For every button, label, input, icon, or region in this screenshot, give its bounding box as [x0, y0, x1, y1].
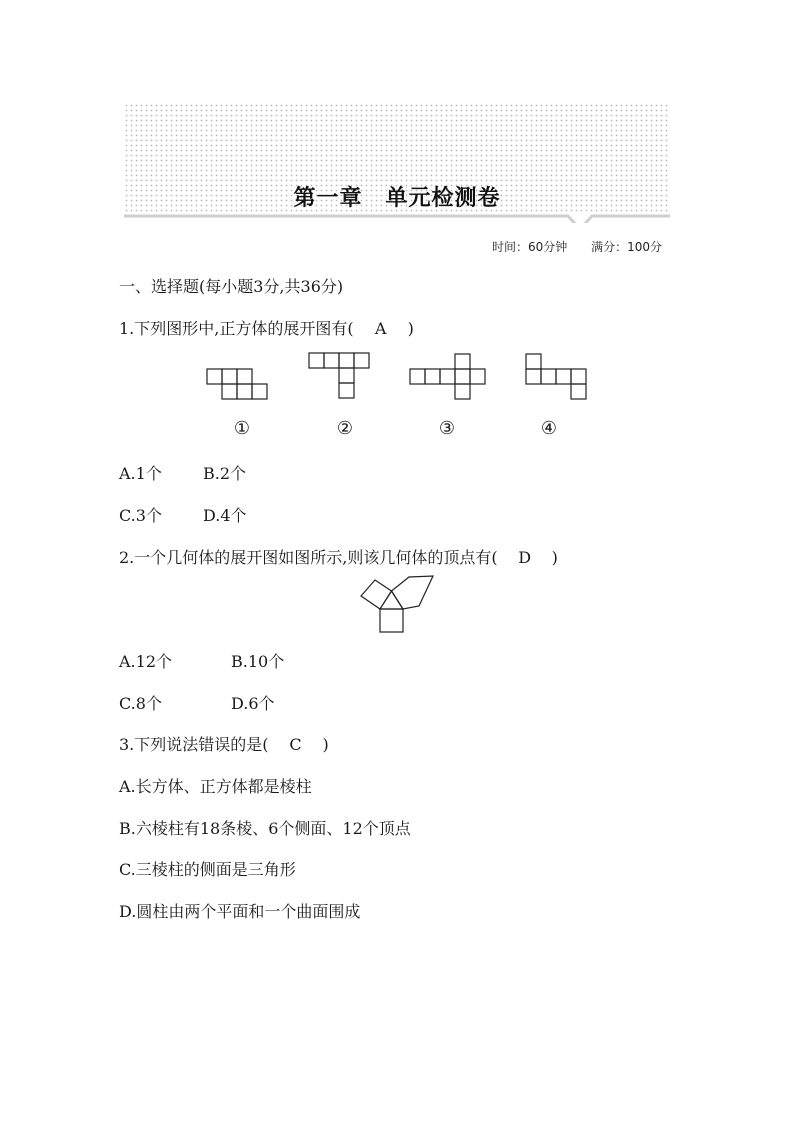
question-2-answer: D: [518, 548, 532, 567]
question-3-close: ): [322, 735, 329, 754]
page-title: 第一章 单元检测卷: [293, 186, 501, 211]
question-1-answer: A: [374, 319, 387, 338]
option-a: A.12个: [119, 652, 173, 671]
option-b: B.10个: [231, 652, 285, 671]
question-3-option-b: B.六棱柱有18条棱、6个侧面、12个顶点: [119, 819, 411, 838]
net-2: [309, 353, 369, 398]
question-2-close: ): [551, 548, 558, 567]
question-2-stem: [119, 545, 558, 568]
figure-label-3: ③: [438, 418, 456, 439]
question-3-answer: C: [289, 735, 302, 754]
exam-meta: [472, 238, 662, 255]
figure-label-4: ④: [540, 418, 558, 439]
option-c: C.3个: [119, 506, 162, 525]
question-1-stem: [119, 316, 414, 339]
question-3-option-a: A.长方体、正方体都是棱柱: [119, 777, 312, 796]
option-d: D.4个: [203, 506, 247, 525]
option-c: C.8个: [119, 694, 162, 713]
option-d: D.6个: [231, 694, 275, 713]
option-a: A.1个: [119, 464, 162, 483]
section-heading: 一、选择题(每小题3分,共36分): [119, 277, 344, 296]
question-1-close: ): [407, 319, 414, 338]
time-limit: 时间：60分钟: [491, 240, 568, 254]
question-2-options-row-2: [119, 691, 275, 714]
question-1-text: 1.下列图形中,正方体的展开图有(: [119, 319, 354, 338]
full-score: 满分：100分: [591, 240, 662, 254]
question-3-option-c: C.三棱柱的侧面是三角形: [119, 860, 296, 879]
net-4: [526, 354, 586, 399]
question-1-options-row-1: [119, 461, 246, 484]
question-2-options-row-1: [119, 649, 284, 672]
question-1-options-row-2: [119, 503, 247, 526]
cube-nets-figure: [200, 350, 600, 405]
figure-label-2: ②: [336, 418, 354, 439]
net-3: [410, 354, 485, 399]
net-1: [207, 369, 267, 399]
option-b: B.2个: [203, 464, 247, 483]
question-3-option-d: D.圆柱由两个平面和一个曲面围成: [119, 902, 361, 921]
question-3-stem: [119, 732, 329, 755]
question-2-text: 2.一个几何体的展开图如图所示,则该几何体的顶点有(: [119, 548, 498, 567]
figure-label-1: ①: [233, 418, 251, 439]
prism-net-figure: [355, 572, 440, 636]
question-3-text: 3.下列说法错误的是(: [119, 735, 269, 754]
